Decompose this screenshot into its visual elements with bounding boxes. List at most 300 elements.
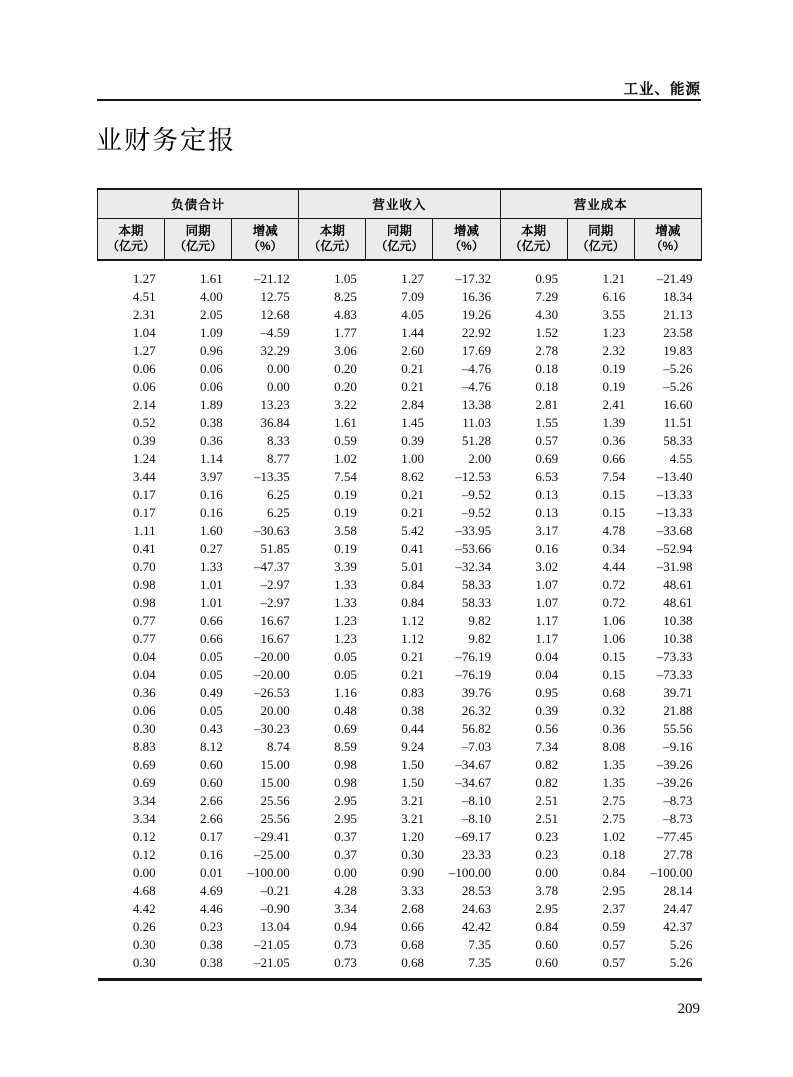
group-header-operating-cost: 营业成本 <box>500 189 701 219</box>
cell: 0.19 <box>602 379 626 394</box>
cell: 0.69 <box>132 757 156 772</box>
cell: 0.57 <box>535 433 559 448</box>
cell: 32.29 <box>260 343 290 358</box>
cell: 0.19 <box>602 361 626 376</box>
cell: 2.68 <box>401 901 424 916</box>
cell: 3.33 <box>401 883 424 898</box>
cell: 26.32 <box>461 703 492 718</box>
cell: –4.59 <box>260 325 290 340</box>
cell: 2.60 <box>401 343 424 358</box>
table-row <box>98 396 702 414</box>
cell: 1.27 <box>132 343 156 358</box>
table-row <box>98 846 702 864</box>
cell: 2.51 <box>535 811 559 826</box>
cell: 1.24 <box>132 451 156 466</box>
cell: 0.06 <box>132 361 156 376</box>
cell: 0.00 <box>267 361 290 376</box>
col-header-current: 本期 （亿元） <box>299 219 366 261</box>
cell: 9.82 <box>468 613 492 628</box>
cell: 48.61 <box>663 595 693 610</box>
cell: 1.02 <box>334 451 357 466</box>
cell: 13.38 <box>461 397 492 412</box>
cell: 2.95 <box>334 793 357 808</box>
cell: 0.69 <box>132 775 156 790</box>
cell: 0.38 <box>199 937 223 952</box>
cell: –8.10 <box>461 811 492 826</box>
cell: 0.39 <box>401 433 424 448</box>
cell: –13.33 <box>656 505 693 520</box>
cell: 2.37 <box>602 901 626 916</box>
cell: 11.51 <box>663 415 693 430</box>
cell: 0.16 <box>535 541 559 556</box>
cell: 0.00 <box>334 865 357 880</box>
cell: 3.06 <box>334 343 357 358</box>
cell: 0.32 <box>602 703 626 718</box>
cell: –21.05 <box>254 955 290 970</box>
cell: 3.78 <box>535 883 559 898</box>
cell: 1.14 <box>199 451 223 466</box>
cell: 0.19 <box>334 487 357 502</box>
cell: 4.46 <box>199 901 223 916</box>
cell: 10.38 <box>663 631 693 646</box>
cell: 0.17 <box>132 487 156 502</box>
cell: 1.50 <box>401 775 424 790</box>
cell: 0.13 <box>535 505 559 520</box>
cell: 0.17 <box>199 829 223 844</box>
cell: 4.28 <box>334 883 357 898</box>
cell: 23.33 <box>461 847 492 862</box>
col-header-prior: 同期 （亿元） <box>366 219 433 261</box>
cell: 1.61 <box>334 415 357 430</box>
cell: 0.66 <box>199 613 223 628</box>
cell: 0.95 <box>535 685 559 700</box>
cell: 0.13 <box>535 487 559 502</box>
cell: 0.00 <box>132 865 156 880</box>
cell: 0.70 <box>132 559 156 574</box>
table-row <box>98 414 702 432</box>
cell: 1.06 <box>602 631 626 646</box>
cell: –34.67 <box>455 775 492 790</box>
cell: 3.34 <box>132 811 156 826</box>
cell: 1.12 <box>401 631 424 646</box>
cell: 0.18 <box>535 379 559 394</box>
cell: 4.30 <box>535 307 559 322</box>
cell: 0.04 <box>132 649 156 664</box>
group-header-total-liabilities: 负债合计 <box>98 189 299 219</box>
cell: 0.06 <box>132 379 156 394</box>
cell: 4.69 <box>199 883 223 898</box>
cell: 0.16 <box>199 487 223 502</box>
cell: 2.05 <box>199 307 223 322</box>
cell: 0.23 <box>535 847 559 862</box>
cell: 0.16 <box>199 505 223 520</box>
cell: –73.33 <box>656 649 693 664</box>
cell: 0.00 <box>535 865 559 880</box>
cell: 0.21 <box>401 505 424 520</box>
cell: 0.30 <box>132 937 156 952</box>
cell: –13.40 <box>656 469 693 484</box>
cell: 4.05 <box>401 307 424 322</box>
cell: –9.16 <box>663 739 693 754</box>
table-body <box>98 260 702 980</box>
cell: 19.26 <box>461 307 492 322</box>
cell: 18.34 <box>663 289 693 304</box>
cell: 3.21 <box>401 793 424 808</box>
cell: 0.57 <box>602 955 626 970</box>
cell: 1.35 <box>602 757 626 772</box>
cell: 0.04 <box>535 649 559 664</box>
cell: 0.05 <box>334 649 357 664</box>
cell: 4.44 <box>602 559 626 574</box>
cell: 0.90 <box>401 865 424 880</box>
col-header-current: 本期 （亿元） <box>500 219 567 261</box>
cell: –5.26 <box>663 361 693 376</box>
cell: 0.05 <box>199 649 223 664</box>
cell: 0.21 <box>401 649 424 664</box>
cell: 0.77 <box>132 631 156 646</box>
cell: 0.30 <box>401 847 424 862</box>
cell: 1.09 <box>199 325 223 340</box>
cell: 0.16 <box>199 847 223 862</box>
cell: –9.52 <box>461 505 492 520</box>
cell: 1.89 <box>199 397 223 412</box>
cell: 0.83 <box>401 685 424 700</box>
cell: 2.75 <box>602 793 626 808</box>
cell: 58.33 <box>461 595 492 610</box>
running-head: 工业、能源 <box>623 82 701 98</box>
cell: 0.66 <box>401 919 424 934</box>
cell: 3.44 <box>132 469 156 484</box>
cell: 0.20 <box>334 361 357 376</box>
cell: 0.05 <box>334 667 357 682</box>
cell: 27.78 <box>663 847 693 862</box>
cell: –8.73 <box>663 793 693 808</box>
cell: 7.54 <box>602 469 626 484</box>
cell: 0.30 <box>132 721 156 736</box>
cell: –30.63 <box>254 523 290 538</box>
cell: 0.66 <box>199 631 223 646</box>
cell: –13.33 <box>656 487 693 502</box>
cell: 0.20 <box>334 379 357 394</box>
cell: 22.92 <box>461 325 492 340</box>
table-row <box>98 900 702 918</box>
cell: 39.76 <box>461 685 492 700</box>
cell: 0.12 <box>132 829 156 844</box>
table-row <box>98 612 702 630</box>
running-head-rule <box>97 99 701 101</box>
cell: 6.25 <box>267 505 290 520</box>
cell: 42.37 <box>663 919 693 934</box>
table-row <box>98 504 702 522</box>
cell: 0.68 <box>401 937 424 952</box>
cell: 13.23 <box>260 397 290 412</box>
col-header-current: 本期 （亿元） <box>98 219 165 261</box>
financial-table <box>97 188 702 981</box>
cell: –77.45 <box>656 829 693 844</box>
cell: 0.19 <box>334 541 357 556</box>
cell: 0.04 <box>132 667 156 682</box>
cell: 0.69 <box>334 721 357 736</box>
cell: –100.00 <box>247 865 290 880</box>
cell: 0.39 <box>132 433 156 448</box>
cell: 1.17 <box>535 613 559 628</box>
table-row <box>98 260 702 288</box>
table-row <box>98 756 702 774</box>
cell: 4.83 <box>334 307 357 322</box>
cell: 0.52 <box>132 415 156 430</box>
cell: –9.52 <box>461 487 492 502</box>
cell: 0.60 <box>199 757 223 772</box>
cell: 1.01 <box>199 577 223 592</box>
cell: 1.33 <box>334 595 357 610</box>
cell: 19.83 <box>663 343 693 358</box>
cell: 1.07 <box>535 577 559 592</box>
cell: 56.82 <box>461 721 492 736</box>
cell: –52.94 <box>656 541 693 556</box>
cell: 0.72 <box>602 577 626 592</box>
cell: 0.15 <box>602 649 626 664</box>
table-row <box>98 702 702 720</box>
cell: 23.58 <box>663 325 693 340</box>
cell: 0.04 <box>535 667 559 682</box>
cell: 12.75 <box>260 289 290 304</box>
cell: 0.41 <box>132 541 156 556</box>
cell: 1.52 <box>535 325 559 340</box>
cell: 2.51 <box>535 793 559 808</box>
cell: 1.77 <box>334 325 357 340</box>
cell: 0.60 <box>199 775 223 790</box>
cell: 16.67 <box>260 631 290 646</box>
cell: 3.55 <box>602 307 626 322</box>
cell: 1.27 <box>401 271 424 286</box>
cell: 0.30 <box>132 955 156 970</box>
cell: 17.69 <box>461 343 492 358</box>
group-header-operating-revenue: 营业收入 <box>299 189 500 219</box>
cell: –31.98 <box>656 559 693 574</box>
cell: 0.12 <box>132 847 156 862</box>
table-row <box>98 360 702 378</box>
cell: –8.10 <box>461 793 492 808</box>
cell: –4.76 <box>461 379 492 394</box>
cell: 16.36 <box>461 289 492 304</box>
cell: 3.17 <box>535 523 559 538</box>
cell: 2.14 <box>132 397 156 412</box>
cell: 8.59 <box>334 739 357 754</box>
cell: 1.27 <box>132 271 156 286</box>
cell: 1.23 <box>334 631 357 646</box>
table-row <box>98 720 702 738</box>
cell: –100.00 <box>650 865 693 880</box>
col-header-change: 增减 （%） <box>433 219 500 261</box>
cell: 8.77 <box>267 451 290 466</box>
cell: 0.36 <box>132 685 156 700</box>
cell: 2.78 <box>535 343 559 358</box>
cell: 1.44 <box>401 325 424 340</box>
cell: 0.60 <box>535 955 559 970</box>
cell: 1.04 <box>132 325 156 340</box>
cell: 2.41 <box>602 397 626 412</box>
cell: 0.00 <box>267 379 290 394</box>
table-row <box>98 522 702 540</box>
cell: 3.97 <box>199 469 223 484</box>
cell: 2.66 <box>199 793 223 808</box>
cell: 1.60 <box>199 523 223 538</box>
cell: 0.68 <box>401 955 424 970</box>
cell: 1.06 <box>602 613 626 628</box>
cell: –76.19 <box>455 649 492 664</box>
cell: 0.98 <box>334 775 357 790</box>
cell: 0.73 <box>334 955 357 970</box>
cell: 0.44 <box>401 721 424 736</box>
table-row <box>98 576 702 594</box>
cell: 1.07 <box>535 595 559 610</box>
cell: 0.72 <box>602 595 626 610</box>
page-number: 209 <box>677 1001 700 1017</box>
cell: 0.17 <box>132 505 156 520</box>
cell: 0.84 <box>401 577 424 592</box>
table-row <box>98 594 702 612</box>
cell: –20.00 <box>254 667 290 682</box>
cell: –21.49 <box>656 271 693 286</box>
cell: 21.88 <box>663 703 693 718</box>
cell: –21.05 <box>254 937 290 952</box>
cell: –100.00 <box>448 865 492 880</box>
cell: 3.34 <box>334 901 357 916</box>
cell: 6.53 <box>535 469 559 484</box>
cell: 1.35 <box>602 775 626 790</box>
cell: 1.11 <box>133 523 156 538</box>
column-header-row <box>98 219 702 261</box>
cell: 8.33 <box>267 433 290 448</box>
cell: 2.66 <box>199 811 223 826</box>
table-row <box>98 486 702 504</box>
cell: 0.95 <box>535 271 559 286</box>
cell: 0.21 <box>401 487 424 502</box>
cell: 2.95 <box>602 883 626 898</box>
cell: 0.96 <box>199 343 223 358</box>
cell: 1.61 <box>199 271 223 286</box>
cell: 5.42 <box>401 523 424 538</box>
table-row <box>98 666 702 684</box>
cell: 0.06 <box>199 361 223 376</box>
cell: –0.21 <box>260 883 290 898</box>
cell: 1.00 <box>401 451 424 466</box>
cell: 8.08 <box>602 739 626 754</box>
cell: 0.38 <box>401 703 424 718</box>
cell: –4.76 <box>461 361 492 376</box>
table-row <box>98 810 702 828</box>
col-header-prior: 同期 （亿元） <box>567 219 634 261</box>
cell: 0.84 <box>535 919 559 934</box>
table-row <box>98 936 702 954</box>
cell: 0.49 <box>199 685 223 700</box>
cell: 15.00 <box>260 757 290 772</box>
cell: 4.78 <box>602 523 626 538</box>
cell: 3.21 <box>401 811 424 826</box>
table-row <box>98 288 702 306</box>
cell: 24.47 <box>663 901 693 916</box>
cell: 10.38 <box>663 613 693 628</box>
table-row <box>98 828 702 846</box>
cell: 9.82 <box>468 631 492 646</box>
table-row <box>98 792 702 810</box>
cell: 7.09 <box>401 289 424 304</box>
cell: 0.06 <box>132 703 156 718</box>
cell: 7.35 <box>468 937 492 952</box>
cell: 0.41 <box>401 541 424 556</box>
cell: 5.01 <box>401 559 424 574</box>
cell: 1.23 <box>602 325 626 340</box>
cell: 0.59 <box>602 919 626 934</box>
cell: –25.00 <box>254 847 290 862</box>
table-row <box>98 306 702 324</box>
cell: 2.00 <box>468 451 492 466</box>
cell: 58.33 <box>461 577 492 592</box>
cell: 1.16 <box>334 685 357 700</box>
cell: 36.84 <box>260 415 290 430</box>
cell: 0.15 <box>602 505 626 520</box>
cell: 12.68 <box>260 307 290 322</box>
cell: –8.73 <box>663 811 693 826</box>
cell: 4.00 <box>199 289 223 304</box>
col-header-change: 增减 （%） <box>634 219 701 261</box>
cell: 1.55 <box>535 415 559 430</box>
cell: 51.28 <box>461 433 492 448</box>
cell: 20.00 <box>260 703 290 718</box>
cell: 0.23 <box>535 829 559 844</box>
cell: 0.36 <box>602 433 626 448</box>
cell: 0.21 <box>401 667 424 682</box>
cell: –17.32 <box>455 271 492 286</box>
table-row <box>98 468 702 486</box>
cell: 3.34 <box>132 793 156 808</box>
cell: –69.17 <box>455 829 492 844</box>
cell: 0.06 <box>199 379 223 394</box>
cell: 0.43 <box>199 721 223 736</box>
cell: 0.05 <box>199 703 223 718</box>
table-row <box>98 342 702 360</box>
table-row <box>98 324 702 342</box>
cell: 1.50 <box>401 757 424 772</box>
cell: 8.25 <box>334 289 357 304</box>
cell: 0.38 <box>199 415 223 430</box>
cell: –12.53 <box>455 469 492 484</box>
cell: 0.21 <box>401 361 424 376</box>
cell: –5.26 <box>663 379 693 394</box>
cell: 24.63 <box>461 901 492 916</box>
table-row <box>98 738 702 756</box>
cell: 1.12 <box>401 613 424 628</box>
cell: 2.31 <box>132 307 156 322</box>
cell: 0.82 <box>535 775 559 790</box>
cell: –73.33 <box>656 667 693 682</box>
cell: –29.41 <box>254 829 290 844</box>
cell: –33.68 <box>656 523 693 538</box>
cell: 2.32 <box>602 343 626 358</box>
cell: 0.05 <box>199 667 223 682</box>
table-row <box>98 774 702 792</box>
cell: 0.18 <box>602 847 626 862</box>
cell: 7.54 <box>334 469 357 484</box>
cell: –13.35 <box>254 469 290 484</box>
cell: 3.39 <box>334 559 357 574</box>
cell: 1.39 <box>602 415 626 430</box>
cell: –7.03 <box>461 739 492 754</box>
cell: 21.13 <box>663 307 693 322</box>
cell: 13.04 <box>260 919 290 934</box>
cell: 0.37 <box>334 829 357 844</box>
cell: 1.05 <box>334 271 357 286</box>
